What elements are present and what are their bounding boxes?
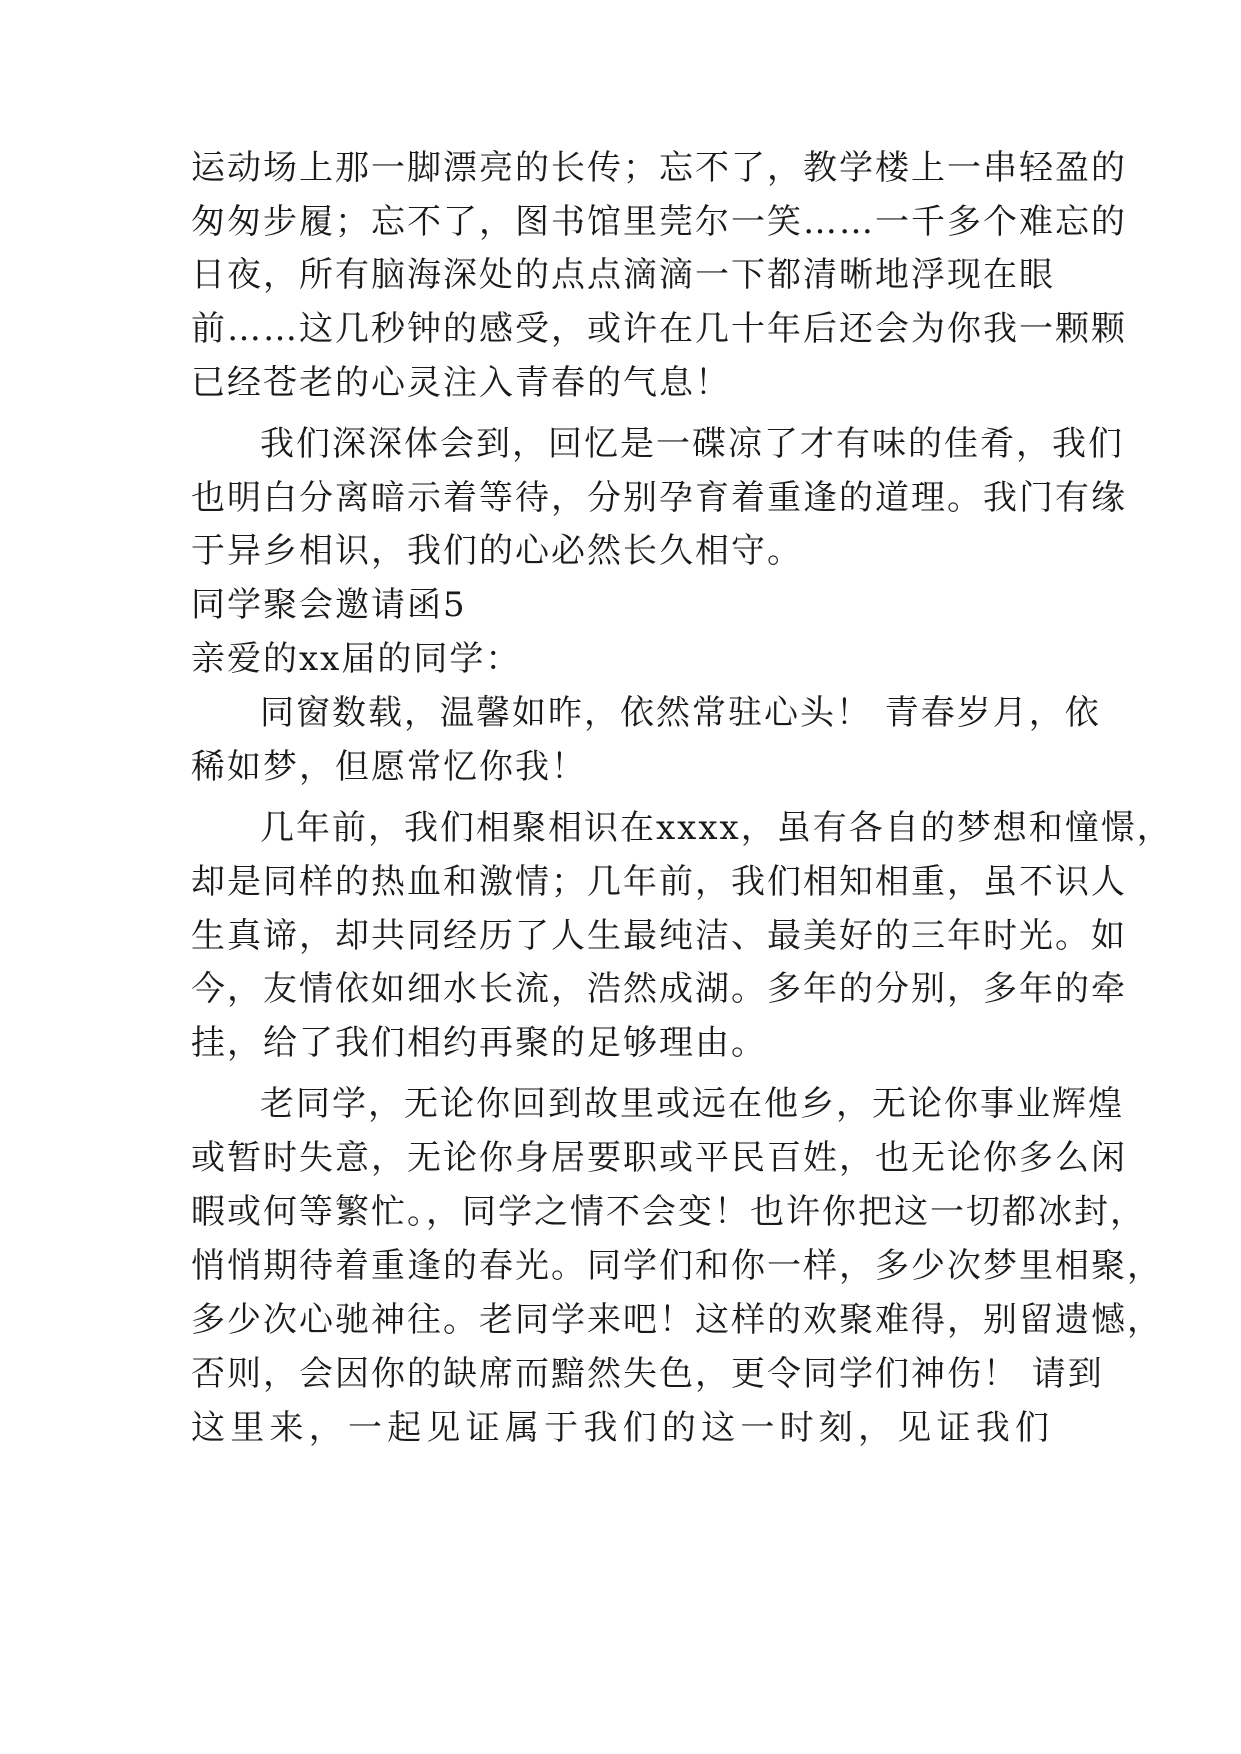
text-line: 日夜，所有脑海深处的点点滴滴一下都清晰地浮现在眼 <box>191 255 1055 295</box>
text-line: 或暂时失意，无论你身居要职或平民百姓，也无论你多么闲 <box>191 1138 1127 1178</box>
section-heading: 同学聚会邀请函5 <box>191 585 467 625</box>
text-line: 悄悄期待着重逢的春光。同学们和你一样，多少次梦里相聚， <box>191 1246 1163 1286</box>
text-line: 挂，给了我们相约再聚的足够理由。 <box>191 1023 767 1063</box>
text-line: 前……这几秒钟的感受，或许在几十年后还会为你我一颗颗 <box>191 309 1127 349</box>
text-line: 稀如梦，但愿常忆你我！ <box>191 747 587 787</box>
paragraph-first-line: 我们深深体会到，回忆是一碟凉了才有味的佳肴，我们 <box>260 424 1124 464</box>
text-line: 匆匆步履；忘不了，图书馆里莞尔一笑……一千多个难忘的 <box>191 202 1127 242</box>
salutation: 亲爱的xx届的同学： <box>191 639 522 679</box>
paragraph-first-line: 老同学，无论你回到故里或远在他乡，无论你事业辉煌 <box>260 1084 1124 1124</box>
text-line: 已经苍老的心灵注入青春的气息！ <box>191 363 731 403</box>
text-line: 于异乡相识，我们的心必然长久相守。 <box>191 531 803 571</box>
text-line: 暇或何等繁忙。，同学之情不会变！也许你把这一切都冰封， <box>191 1192 1146 1232</box>
text-line: 也明白分离暗示着等待，分别孕育着重逢的道理。我门有缘 <box>191 478 1127 518</box>
text-line: 否则，会因你的缺席而黯然失色，更令同学们神伤！ 请到 <box>191 1354 1104 1394</box>
text-line: 今，友情依如细水长流，浩然成湖。多年的分别，多年的牵 <box>191 969 1127 1009</box>
text-line: 运动场上那一脚漂亮的长传；忘不了，教学楼上一串轻盈的 <box>191 148 1127 188</box>
text-line: 却是同样的热血和激情；几年前，我们相知相重，虽不识人 <box>191 862 1127 902</box>
text-line: 多少次心驰神往。老同学来吧！这样的欢聚难得，别留遗憾， <box>191 1300 1163 1340</box>
paragraph-first-line: 几年前，我们相聚相识在xxxx，虽有各自的梦想和憧憬， <box>260 808 1173 848</box>
text-line: 生真谛，却共同经历了人生最纯洁、最美好的三年时光。如 <box>191 916 1127 956</box>
paragraph-first-line: 同窗数载，温馨如昨，依然常驻心头！ 青春岁月，依 <box>260 693 1101 733</box>
text-line: 这里来，一起见证属于我们的这一时刻，见证我们 <box>191 1408 1051 1448</box>
